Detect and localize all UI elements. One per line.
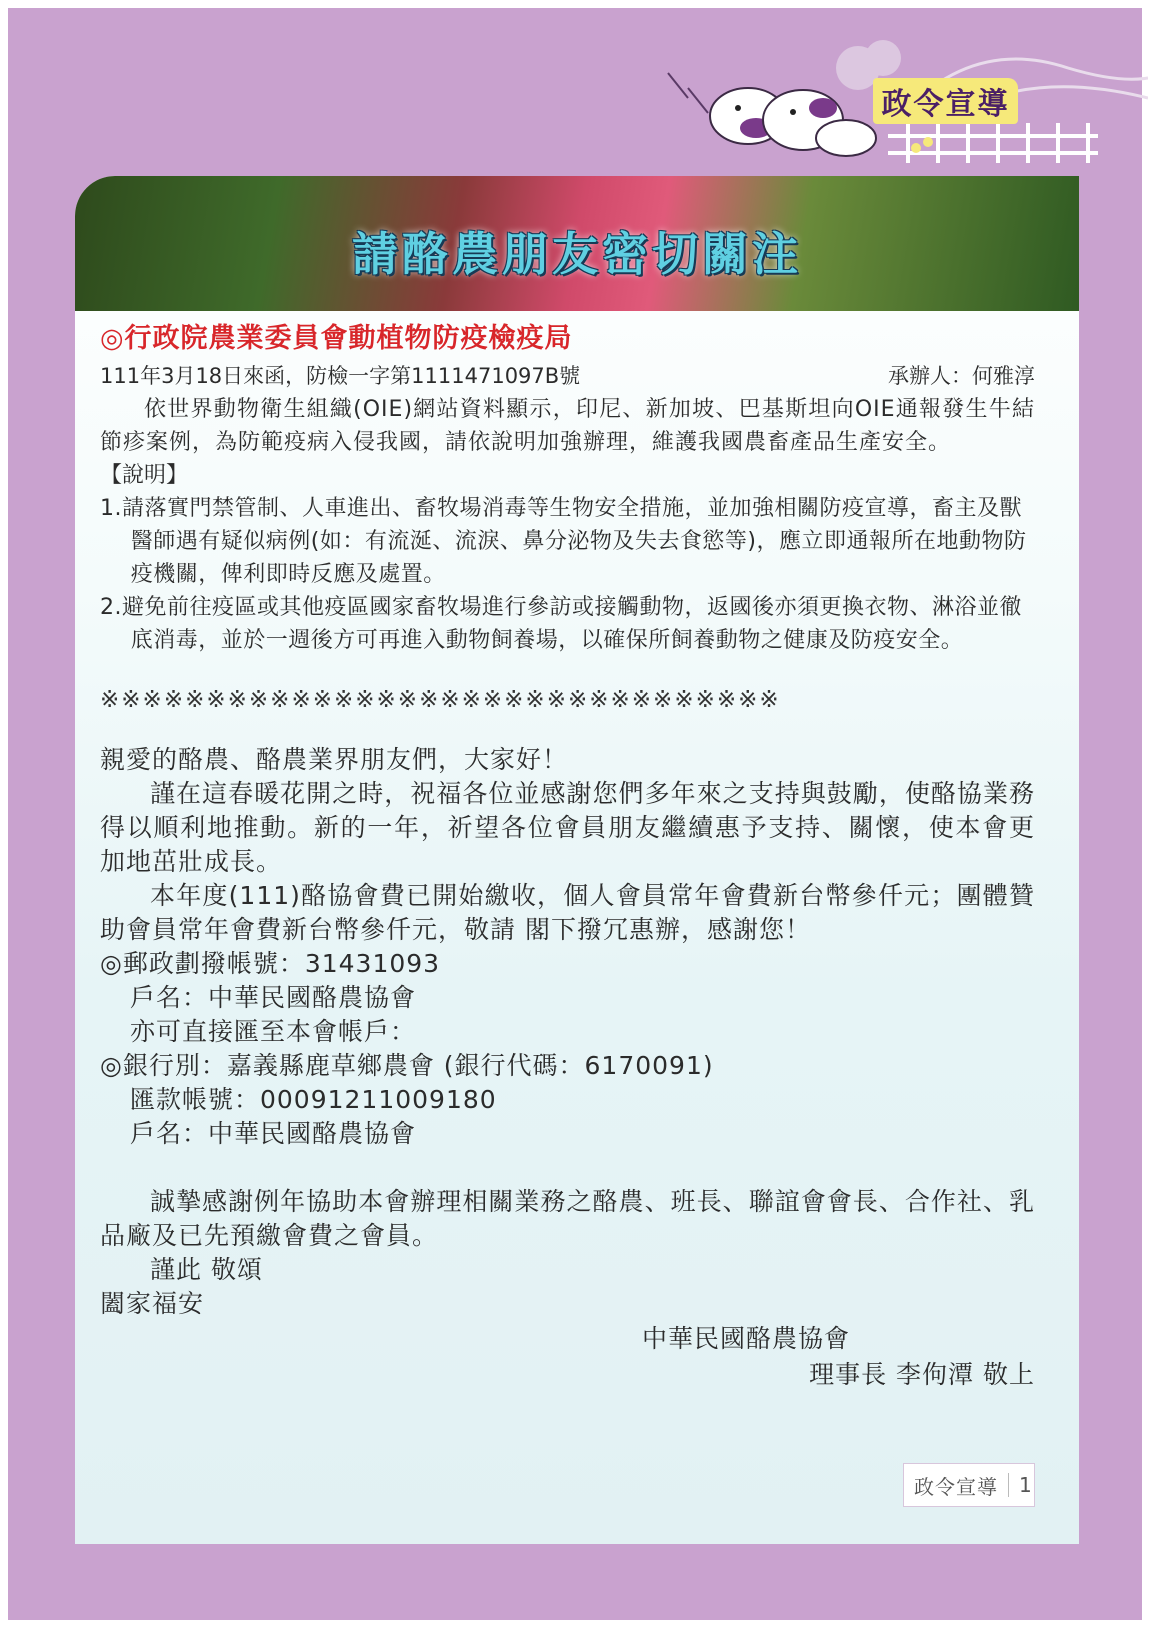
letter-greeting: 親愛的酪農、酪農業界朋友們，大家好！ — [100, 745, 569, 774]
signature-organization: 中華民國酪農協會 — [641, 1324, 850, 1353]
footer-label: 政令宣導 — [914, 1474, 998, 1499]
letter-paragraph-1: 謹在這春暖花開之時，祝福各位並感謝您們多年來之支持與鼓勵，使酪協業務得以順利地推動。新的一年，祈望各位會員朋友繼續惠予支持、關懷，使本會更加地茁壯成長。 — [100, 779, 1035, 876]
agency-heading: ◎行政院農業委員會動植物防疫檢疫局 — [100, 323, 573, 354]
postal-account-name: 戶名：中華民國酪農協會 — [130, 983, 417, 1012]
closing-line-2: 闔家福安 — [100, 1289, 205, 1318]
closing-line-1: 謹此 敬頌 — [150, 1255, 263, 1284]
banner-image — [75, 176, 1079, 311]
divider: ※※※※※※※※※※※※※※※※※※※※※※※※※※※※※※※※ — [100, 687, 781, 713]
signature-signer: 理事長 李佝潭 敬上 — [809, 1360, 1035, 1389]
article-body — [100, 316, 1035, 1393]
letter-meta — [100, 359, 1035, 393]
banner-title: 請酪農朋友密切關注 — [352, 227, 802, 281]
explain-item-2: 2.避免前往疫區或其他疫區國家畜牧場進行參訪或接觸動物，返國後亦須更換衣物、淋浴並徹底消毒，並於一週後方可再進入動物飼養場，以確保所飼養動物之健康及防疫安全。 — [100, 595, 1022, 653]
page-number: 1 — [1008, 1473, 1032, 1497]
explain-heading: 【說明】 — [100, 463, 189, 488]
bank-info: ◎銀行別：嘉義縣鹿草鄉農會 (銀行代碼：6170091) — [100, 1051, 714, 1080]
notice-body: 依世界動物衛生組織(OIE)網站資料顯示，印尼、新加坡、巴基斯坦向OIE通報發生牛結節疹案例，為防範疫病入侵我國，請依說明加強辦理，維護我國農畜產品生產安全。 — [100, 397, 1035, 455]
section-tag: 政令宣導 — [873, 78, 1018, 124]
page-background — [8, 8, 1142, 1620]
handler: 承辦人：何雅淳 — [888, 364, 1035, 388]
letter-paragraph-2: 本年度(111)酪協會費已開始繳收，個人會員常年會費新台幣參仟元；團體贊助會員常年會費新台幣參仟元，敬請 閣下撥冗惠辦，感謝您！ — [100, 881, 1035, 944]
postal-account: ◎郵政劃撥帳號：31431093 — [100, 949, 441, 978]
thanks-paragraph: 誠摯感謝例年協助本會辦理相關業務之酪農、班長、聯誼會會長、合作社、乳品廠及已先預繳會費之會員。 — [100, 1187, 1035, 1250]
bank-account: 匯款帳號：00091211009180 — [130, 1085, 497, 1114]
bank-account-name: 戶名：中華民國酪農協會 — [130, 1119, 417, 1148]
page-footer — [903, 1463, 1035, 1507]
transfer-note: 亦可直接匯至本會帳戶： — [130, 1017, 417, 1046]
explain-item-1: 1.請落實門禁管制、人車進出、畜牧場消毒等生物安全措施，並加強相關防疫宣導，畜主及獸醫師遇有疑似病例(如：有流涎、流淚、鼻分泌物及失去食慾等)，應立即通報所在地動物防疫機關，俾利即時反應及處置。 — [100, 496, 1027, 587]
letter-reference: 111年3月18日來函，防檢一字第1111471097B號 — [100, 364, 581, 388]
content-panel — [75, 176, 1079, 1544]
